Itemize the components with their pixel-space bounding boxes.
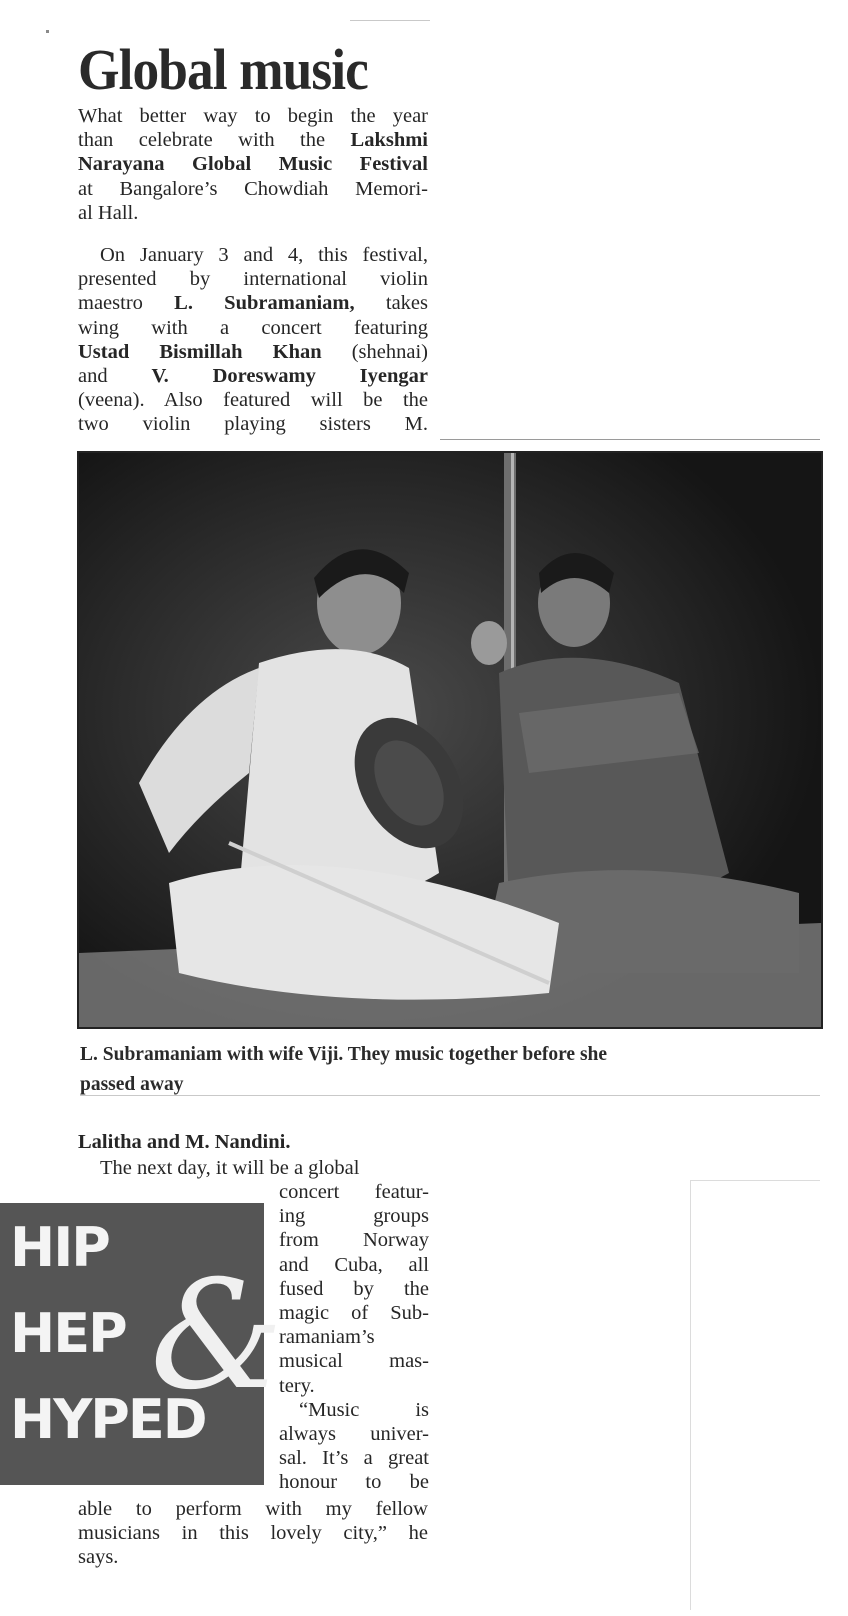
closing-line: able to perform with my fellow (78, 1498, 428, 1520)
body-line: and V. Doreswamy Iyengar (78, 365, 428, 388)
body-line: (veena). Also featured will be the (78, 389, 428, 412)
narrow-column-line: fused by the (279, 1277, 429, 1300)
logo-word-hyped: HYPED (10, 1388, 206, 1451)
photo-caption (80, 1040, 820, 1100)
lead-line: Narayana Global Music Festival (78, 153, 428, 176)
caption-line: passed away (80, 1074, 184, 1095)
logo-word-hip: HIP (10, 1216, 109, 1279)
scan-speck (46, 30, 49, 33)
narrow-column-line: from Norway (279, 1229, 429, 1252)
photo-illustration (79, 453, 821, 1027)
body-line: wing with a concert featuring (78, 316, 428, 339)
narrow-column-line: tery. (279, 1374, 315, 1397)
narrow-column-line: ing groups (279, 1205, 429, 1228)
body-line: two violin playing sisters M. (78, 413, 428, 436)
scan-line (440, 439, 820, 440)
body-line: Ustad Bismillah Khan (shehnai) (78, 340, 428, 363)
narrow-column-line: magic of Sub- (279, 1302, 429, 1325)
narrow-column-line: “Music is (299, 1398, 429, 1421)
lead-paragraph (78, 104, 428, 225)
scan-line (350, 20, 430, 21)
body-line: presented by international violin (78, 268, 428, 291)
scan-line (690, 1180, 820, 1181)
continued-line: The next day, it will be a global (100, 1157, 360, 1179)
headline: Global music (78, 37, 368, 102)
narrow-column-line: concert featur- (279, 1181, 429, 1203)
body-line: On January 3 and 4, this festival, (100, 244, 428, 266)
lead-line: al Hall. (78, 201, 139, 224)
narrow-column-line: ramaniam’s (279, 1326, 375, 1349)
caption-line: L. Subramaniam with wife Viji. They music together before she (80, 1044, 608, 1065)
body-paragraph-1 (78, 243, 428, 437)
logo-ampersand: & (150, 1249, 284, 1423)
narrow-column-line: honour to be (279, 1471, 429, 1494)
closing-line: musicians in this lovely city,” he (78, 1522, 428, 1545)
body-line: maestro L. Subramaniam, takes (78, 292, 428, 315)
narrow-column (279, 1180, 429, 1495)
photograph-of-musicians (77, 451, 823, 1029)
continued-names: Lalitha and M. Nandini. (78, 1131, 291, 1153)
lead-line: than celebrate with the Lakshmi (78, 129, 428, 152)
narrow-column-line: sal. It’s a great (279, 1447, 429, 1470)
lead-line: at Bangalore’s Chowdiah Memori- (78, 177, 428, 200)
logo-word-hep: HEP (10, 1302, 126, 1365)
narrow-column-line: always univer- (279, 1423, 429, 1446)
scan-edge (690, 1180, 691, 1610)
closing-lines (78, 1497, 428, 1570)
narrow-column-line: and Cuba, all (279, 1253, 429, 1276)
closing-line: says. (78, 1546, 119, 1569)
hip-hep-hyped-logo (0, 1203, 284, 1485)
lead-line: What better way to begin the year (78, 105, 428, 127)
narrow-column-line: musical mas- (279, 1350, 429, 1373)
